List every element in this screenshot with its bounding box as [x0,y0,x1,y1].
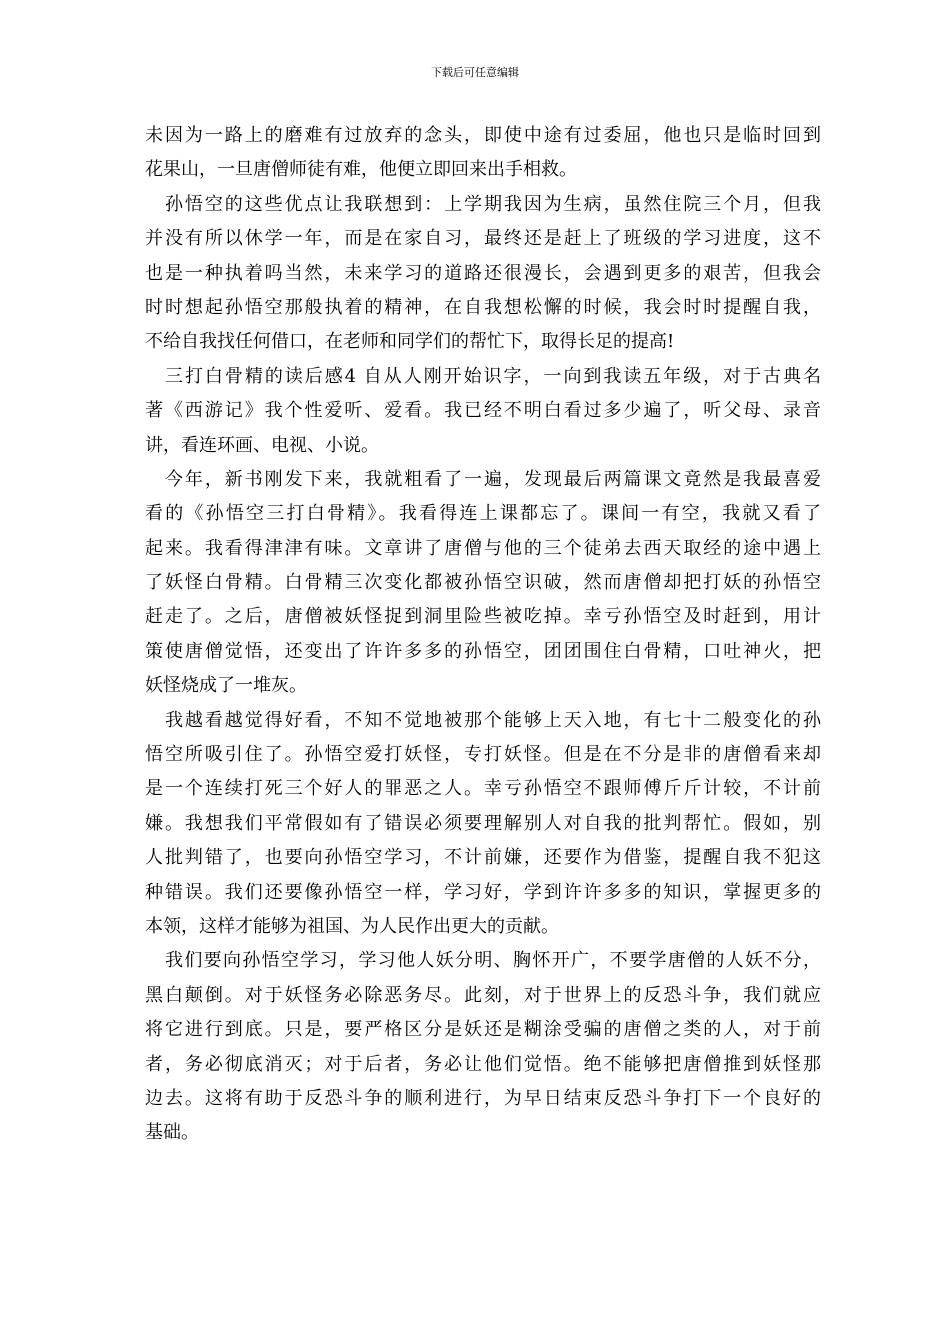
text-line: 种错误。我们还要像孙悟空一样，学习好，学到许许多多的知识，掌握更多的 [145,881,821,903]
text-line: 今年，新书刚发下来，我就粗看了一遍，发现最后两篇课文竟然是我最喜爱 [165,468,821,490]
text-line: 策使唐僧觉悟，还变出了许许多多的孙悟空，团团围住白骨精，口吐神火，把 [145,640,821,662]
text-line: 我们要向孙悟空学习，学习他人妖分明、胸怀开广，不要学唐僧的人妖不分， [165,950,821,972]
page-header: 下载后可任意编辑 [431,66,519,79]
text-line: 黑白颠倒。对于妖怪务必除恶务尽。此刻，对于世界上的反恐斗争，我们就应 [145,984,821,1006]
text-line: 嫌。我想我们平常假如有了错误必须要理解别人对自我的批判帮忙。假如，别 [145,812,821,834]
text-line: 者，务必彻底消灭；对于后者，务必让他们觉悟。绝不能够把唐僧推到妖怪那 [145,1053,821,1075]
text-line: 我越看越觉得好看，不知不觉地被那个能够上天入地，有七十二般变化的孙 [165,709,821,731]
document-body [145,119,821,1151]
text-line: 讲，看连环画、电视、小说。 [145,434,379,456]
text-line: 不给自我找任何借口，在老师和同学们的帮忙下，取得长足的提高! [145,331,675,353]
text-line: 赶走了。之后，唐僧被妖怪捉到洞里险些被吃掉。幸亏孙悟空及时赶到，用计 [145,606,821,628]
text-line: 起来。我看得津津有味。文章讲了唐僧与他的三个徒弟去西天取经的途中遇上 [145,537,821,559]
text-line: 未因为一路上的磨难有过放弃的念头，即使中途有过委屈，他也只是临时回到 [145,125,821,146]
text-line: 边去。这将有助于反恐斗争的顺利进行，为早日结束反恐斗争打下一个良好的 [145,1087,821,1109]
text-line: 花果山，一旦唐僧师徒有难，他便立即回来出手相救。 [145,159,577,181]
text-line: 了妖怪白骨精。白骨精三次变化都被孙悟空识破，然而唐僧却把打妖的孙悟空 [145,572,821,594]
text-line: 是一个连续打死三个好人的罪恶之人。幸亏孙悟空不跟师傅斤斤计较，不计前 [145,778,821,800]
text-line: 悟空所吸引住了。孙悟空爱打妖怪，专打妖怪。但是在不分是非的唐僧看来却 [145,744,821,766]
text-line: 将它进行到底。只是，要严格区分是妖还是糊涂受骗的唐僧之类的人，对于前 [145,1019,821,1041]
text-line: 著《西游记》我个性爱听、爱看。我已经不明白看过多少遍了，听父母、录音 [145,400,821,422]
text-line: 妖怪烧成了一堆灰。 [145,675,307,697]
text-line: 基础。 [145,1122,199,1144]
text-line: 并没有所以休学一年，而是在家自习，最终还是赶上了班级的学习进度，这不 [145,228,821,250]
text-line: 看的《孙悟空三打白骨精》。我看得连上课都忘了。课间一有空，我就又看了 [145,503,821,525]
text-line: 孙悟空的这些优点让我联想到：上学期我因为生病，虽然住院三个月，但我 [165,193,821,215]
text-line: 本领，这样才能够为祖国、为人民作出更大的贡献。 [145,915,559,937]
text-line: 人批判错了，也要向孙悟空学习，不计前嫌，还要作为借鉴，提醒自我不犯这 [145,847,821,869]
text-line: 三打白骨精的读后感4 自从人刚开始识字，一向到我读五年级，对于古典名 [165,365,821,387]
text-line: 时时想起孙悟空那般执着的精神，在自我想松懈的时候，我会时时提醒自我， [145,296,821,318]
text-line: 也是一种执着吗当然，未来学习的道路还很漫长，会遇到更多的艰苦，但我会 [145,262,821,284]
